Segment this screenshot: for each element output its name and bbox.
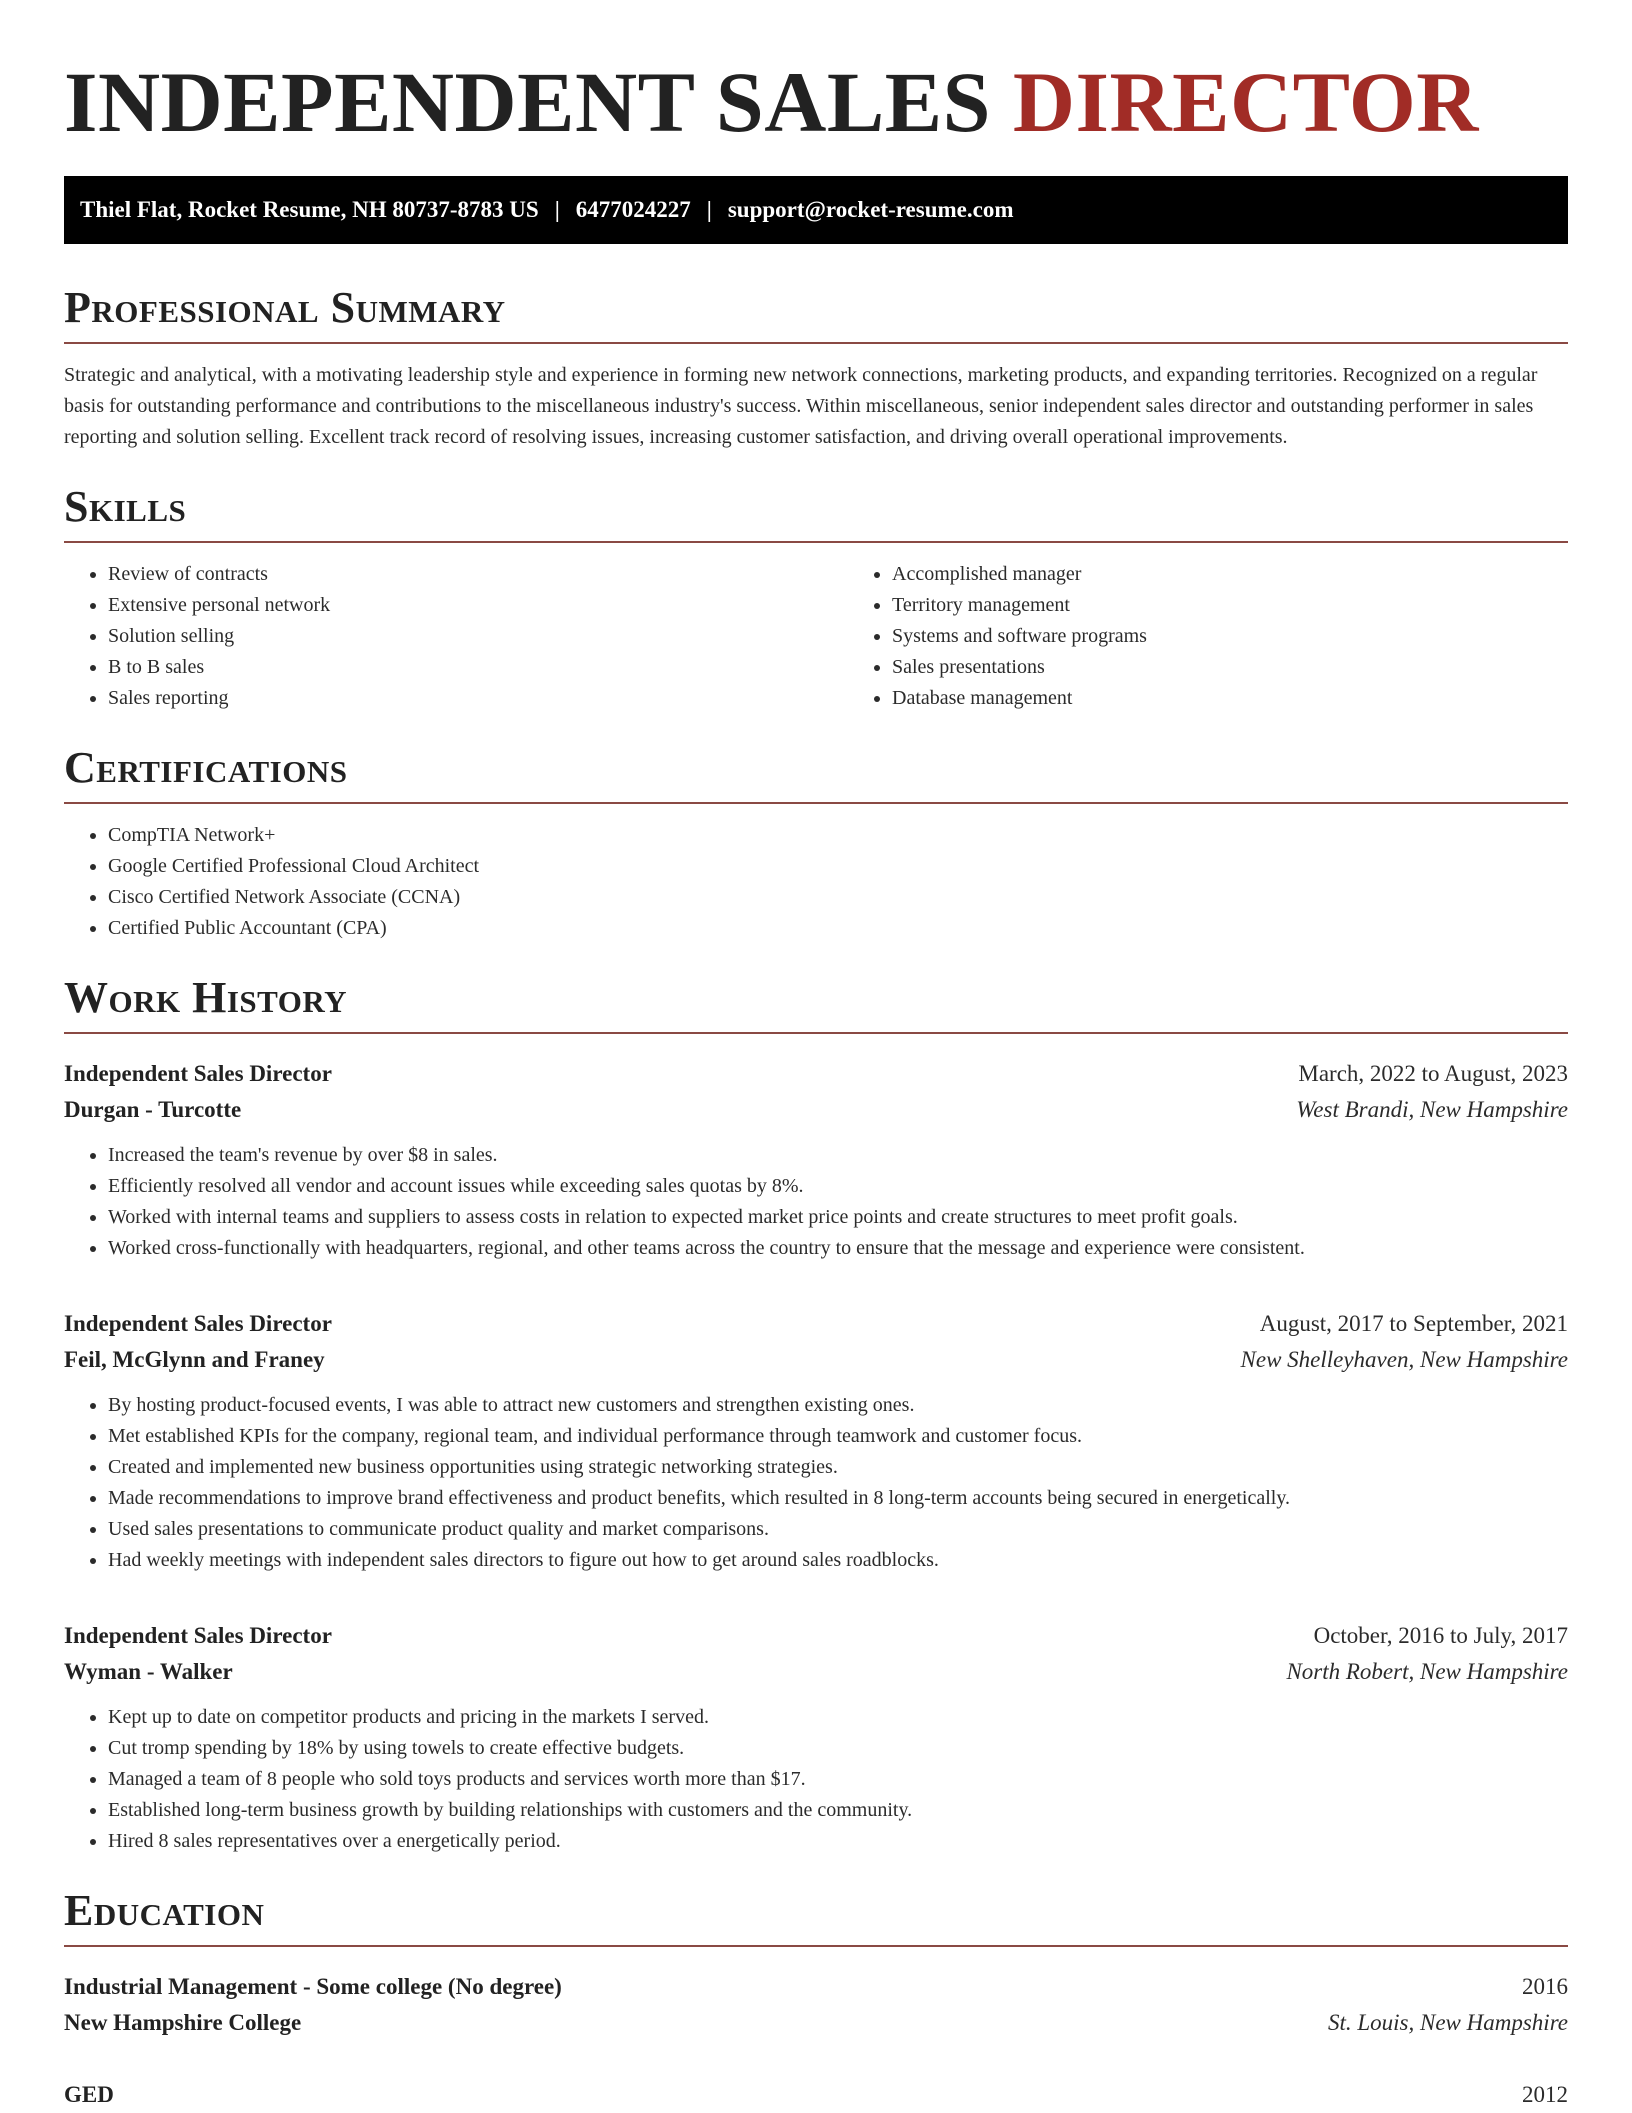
certifications-heading: Certifications bbox=[64, 743, 348, 792]
summary-heading: Professional Summary bbox=[64, 283, 506, 332]
education-location: St. Louis, New Hampshire bbox=[1327, 2010, 1568, 2035]
summary-section bbox=[64, 282, 1568, 453]
job-bullet: • Managed a team of 8 people who sold toys products and services worth more than $17. bbox=[108, 1764, 1568, 1795]
job-bullets bbox=[64, 1140, 1568, 1264]
skill-item: • Accomplished manager bbox=[892, 559, 1632, 590]
education-degree: Industrial Management - Some college (No degree) bbox=[64, 1974, 562, 1999]
job-company: Feil, McGlynn and Franey bbox=[64, 1347, 325, 1372]
certifications-list bbox=[64, 820, 1568, 944]
contact-address: Thiel Flat, Rocket Resume, NH 80737-8783 US bbox=[80, 197, 539, 222]
job-entry bbox=[64, 1306, 1568, 1576]
certification-item: • Google Certified Professional Cloud Architect bbox=[108, 851, 1568, 882]
work-history-heading: Work History bbox=[64, 973, 348, 1022]
job-bullet: • Hired 8 sales representatives over a energetically period. bbox=[108, 1826, 1568, 1857]
job-header-row bbox=[64, 1306, 1568, 1342]
job-location: New Shelleyhaven, New Hampshire bbox=[1240, 1347, 1568, 1372]
skills-list-left bbox=[64, 559, 848, 714]
certification-item: • CompTIA Network+ bbox=[108, 820, 1568, 851]
contact-phone: 6477024227 bbox=[575, 197, 691, 222]
job-bullet: • Made recommendations to improve brand effectiveness and product benefits, which resulted in 8 long-term accounts being secured in energetically. bbox=[108, 1483, 1568, 1514]
skill-item: • Database management bbox=[892, 683, 1632, 714]
section-divider bbox=[64, 802, 1568, 804]
job-bullet: • Created and implemented new business opportunities using strategic networking strategies. bbox=[108, 1452, 1568, 1483]
work-history-section bbox=[64, 972, 1568, 1857]
section-divider bbox=[64, 342, 1568, 344]
skills-list-right bbox=[848, 559, 1632, 714]
job-location: North Robert, New Hampshire bbox=[1286, 1659, 1568, 1684]
skills-section bbox=[64, 481, 1568, 714]
job-bullet: • By hosting product-focused events, I was able to attract new customers and strengthen existing ones. bbox=[108, 1390, 1568, 1421]
skills-grid bbox=[64, 543, 1568, 714]
skill-item: • Extensive personal network bbox=[108, 590, 848, 621]
contact-separator: | bbox=[554, 197, 560, 222]
education-school: New Hampshire College bbox=[64, 2010, 302, 2035]
summary-text: Strategic and analytical, with a motivating leadership style and experience in forming new network connections, marketing products, and expanding territories. Recognized on a regular basis for outstanding performance and contributions to the miscellaneous industry's success. Within miscellaneous, senior independent sales director and outstanding performer in sales reporting and solution selling. Excellent track record of resolving issues, increasing customer satisfaction, and driving overall operational improvements. bbox=[64, 364, 1538, 448]
job-header-row bbox=[64, 1618, 1568, 1654]
job-bullet: • Met established KPIs for the company, regional team, and individual performance through teamwork and customer focus. bbox=[108, 1421, 1568, 1452]
job-bullet: • Used sales presentations to communicate product quality and market comparisons. bbox=[108, 1514, 1568, 1545]
job-company-row bbox=[64, 1342, 1568, 1378]
education-heading: Education bbox=[64, 1886, 265, 1935]
job-bullets bbox=[64, 1702, 1568, 1857]
job-bullet: • Kept up to date on competitor products and pricing in the markets I served. bbox=[108, 1702, 1568, 1733]
job-role: Independent Sales Director bbox=[64, 1061, 332, 1086]
job-entry bbox=[64, 1056, 1568, 1264]
job-bullet: • Efficiently resolved all vendor and account issues while exceeding sales quotas by 8%. bbox=[108, 1171, 1568, 1202]
skill-item: • Sales reporting bbox=[108, 683, 848, 714]
education-header-row bbox=[64, 2077, 1568, 2113]
contact-email: support@rocket-resume.com bbox=[727, 197, 1014, 222]
job-role: Independent Sales Director bbox=[64, 1311, 332, 1336]
job-bullet: • Worked with internal teams and suppliers to assess costs in relation to expected market price points and create structures to meet profit goals. bbox=[108, 1202, 1568, 1233]
education-year: 2016 bbox=[1522, 1974, 1568, 1999]
skill-item: • Sales presentations bbox=[892, 652, 1632, 683]
job-bullet: • Had weekly meetings with independent sales directors to figure out how to get around sales roadblocks. bbox=[108, 1545, 1568, 1576]
section-divider bbox=[64, 1945, 1568, 1947]
education-entry bbox=[64, 2077, 1568, 2113]
job-dates: October, 2016 to July, 2017 bbox=[1313, 1623, 1568, 1648]
job-company: Durgan - Turcotte bbox=[64, 1097, 242, 1122]
certification-item: • Certified Public Accountant (CPA) bbox=[108, 913, 1568, 944]
job-bullet: • Increased the team's revenue by over $8 in sales. bbox=[108, 1140, 1568, 1171]
skill-item: • Territory management bbox=[892, 590, 1632, 621]
job-entry bbox=[64, 1618, 1568, 1857]
job-location: West Brandi, New Hampshire bbox=[1296, 1097, 1568, 1122]
education-year: 2012 bbox=[1522, 2082, 1568, 2107]
job-role: Independent Sales Director bbox=[64, 1623, 332, 1648]
job-dates: March, 2022 to August, 2023 bbox=[1298, 1061, 1568, 1086]
education-entry bbox=[64, 1969, 1568, 2041]
skill-item: • B to B sales bbox=[108, 652, 848, 683]
certification-item: • Cisco Certified Network Associate (CCNA) bbox=[108, 882, 1568, 913]
job-company-row bbox=[64, 1654, 1568, 1690]
resume-title bbox=[64, 52, 1568, 152]
job-bullets bbox=[64, 1390, 1568, 1576]
job-bullet: • Cut tromp spending by 18% by using towels to create effective budgets. bbox=[108, 1733, 1568, 1764]
job-company: Wyman - Walker bbox=[64, 1659, 233, 1684]
contact-bar bbox=[64, 176, 1568, 244]
education-section bbox=[64, 1885, 1568, 2113]
skill-item: • Review of contracts bbox=[108, 559, 848, 590]
contact-separator: | bbox=[706, 197, 712, 222]
skill-item: • Solution selling bbox=[108, 621, 848, 652]
education-degree: GED bbox=[64, 2082, 114, 2107]
title-main: INDEPENDENT SALES bbox=[64, 54, 991, 150]
job-bullet: • Established long-term business growth by building relationships with customers and the community. bbox=[108, 1795, 1568, 1826]
job-bullet: • Worked cross-functionally with headquarters, regional, and other teams across the country to ensure that the message and experience were consistent. bbox=[108, 1233, 1568, 1264]
education-school-row bbox=[64, 2005, 1568, 2041]
section-divider bbox=[64, 1032, 1568, 1034]
certifications-section bbox=[64, 742, 1568, 944]
job-header-row bbox=[64, 1056, 1568, 1092]
skills-heading: Skills bbox=[64, 482, 187, 531]
title-accent: DIRECTOR bbox=[1012, 54, 1479, 150]
job-company-row bbox=[64, 1092, 1568, 1128]
job-dates: August, 2017 to September, 2021 bbox=[1259, 1311, 1568, 1336]
education-header-row bbox=[64, 1969, 1568, 2005]
skill-item: • Systems and software programs bbox=[892, 621, 1632, 652]
